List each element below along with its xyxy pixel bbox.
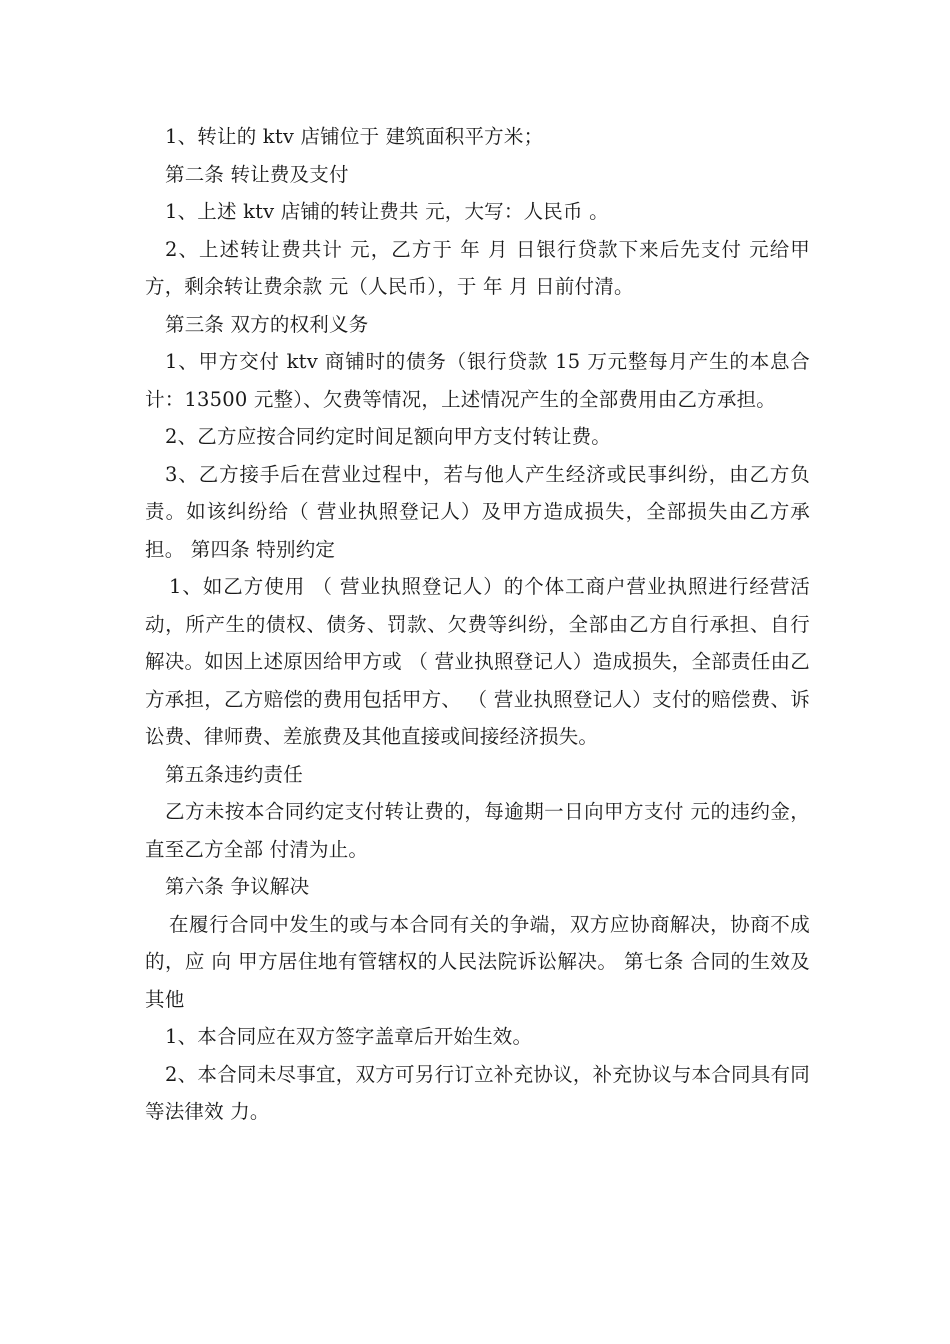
document-body <box>145 118 810 1131</box>
clause-7-2-supplement: 2、本合同未尽事宜，双方可另行订立补充协议，补充协议与本合同具有同等法律效 力。 <box>145 1062 810 1123</box>
article-3-heading: 第三条 双方的权利义务 <box>165 312 369 336</box>
clause-3-2-payment-duty: 2、乙方应按合同约定时间足额向甲方支付转让费。 <box>165 425 612 448</box>
article-2-heading: 第二条 转让费及支付 <box>165 162 349 186</box>
article-5-heading: 第五条违约责任 <box>165 762 303 786</box>
clause-3-3-disputes: 3、乙方接手后在营业过程中，若与他人产生经济或民事纠纷，由乙方负责。如该纠纷给（ 营业执照登记人）及甲方造成损失，全部损失由乙方承担。 第四条 特别约定 <box>145 462 810 561</box>
clause-5-penalty: 乙方未按本合同约定支付转让费的，每逾期一日向甲方支付 元的违约金，直至乙方全部 付清为止。 <box>145 800 810 861</box>
article-6-heading: 第六条 争议解决 <box>165 875 310 898</box>
clause-1-location: 1、转让的 ktv 店铺位于 建筑面积平方米； <box>165 125 544 148</box>
clause-4-1-license: 1、如乙方使用 （ 营业执照登记人）的个体工商户营业执照进行经营活动，所产生的债权、债务、罚款、欠费等纠纷，全部由乙方自行承担、自行解决。如因上述原因给甲方或 （ 营业执照登记人）造成损失，全部责任由乙方承担，乙方赔偿的费用包括甲方、 （ 营业执照登记人）支付的赔偿费、诉讼费、律师费、差旅费及其他直接或间接经济损失。 <box>145 575 810 748</box>
clause-2-2-payment: 2、上述转让费共计 元，乙方于 年 月 日银行贷款下来后先支付 元给甲方，剩余转让费余款 元（人民币），于 年 月 日前付清。 <box>145 237 810 298</box>
clause-6-resolution: 在履行合同中发生的或与本合同有关的争端，双方应协商解决，协商不成的，应 向 甲方居住地有管辖权的人民法院诉讼解决。 第七条 合同的生效及其他 <box>145 912 810 1011</box>
clause-7-1-effective: 1、本合同应在双方签字盖章后开始生效。 <box>165 1025 533 1048</box>
clause-3-1-debts: 1、甲方交付 ktv 商铺时的债务（银行贷款 15 万元整每月产生的本息合计：13500 元整）、欠费等情况，上述情况产生的全部费用由乙方承担。 <box>145 350 810 411</box>
clause-2-1-fee: 1、上述 ktv 店铺的转让费共 元，大写：人民币 。 <box>165 200 609 223</box>
